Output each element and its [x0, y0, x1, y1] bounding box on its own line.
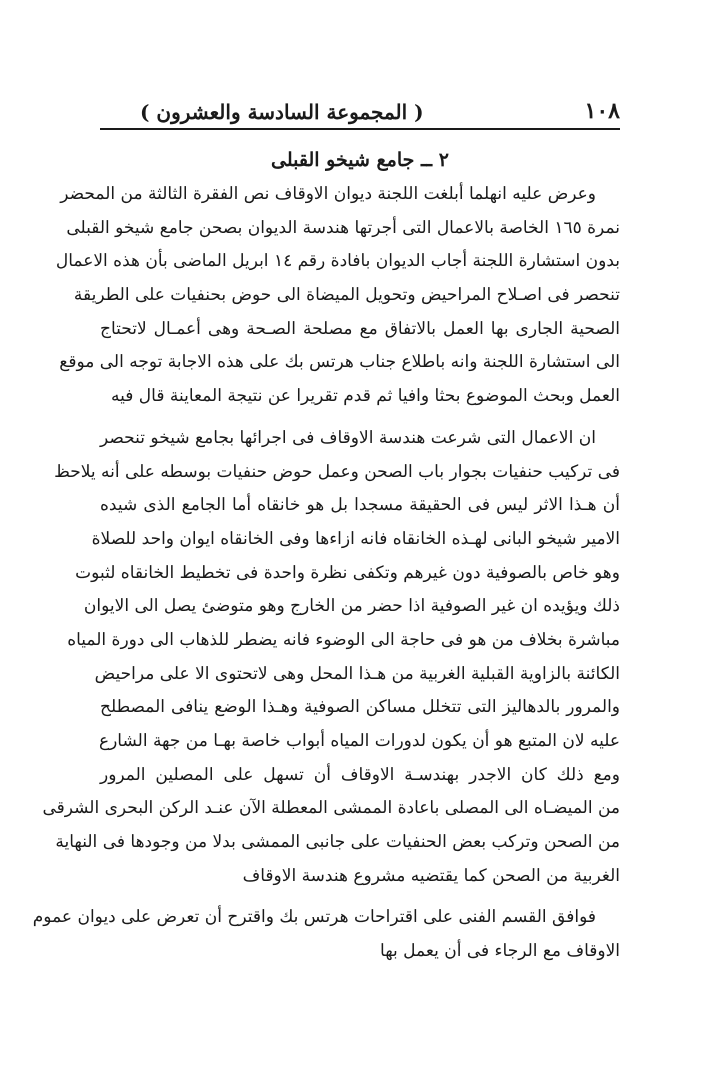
paragraph-1	[55, 178, 620, 414]
text-line: الامير شيخو البانى لهـذه الخانقاه فانه ازاءها وفى الخانقاه ايوان واحد للصلاة	[91, 528, 620, 549]
text-line: الكائنة بالزاوية القبلية الغربية من هـذا المحل وهى لاتحتوى الا على مراحيض	[94, 663, 620, 684]
text-line: العمل وبحث الموضوع بحثا وافيا ثم قدم تقريرا عن نتيجة المعاينة قال فيه	[111, 386, 620, 407]
text-line: الى استشارة اللجنة وانه باطلاع جناب هرتس بك على هذه الاجابة توجه الى موقع	[59, 352, 620, 373]
text-line: نمرة ١٦٥ الخاصة بالاعمال التى أجرتها هندسة الديوان بصحن جامع شيخو القبلى	[66, 217, 620, 238]
text-line: ذلك ويؤيده ان غير الصوفية اذا حضر من الخارج وهو متوضئ يصل الى الايوان	[83, 596, 620, 617]
running-title: ( المجموعة السادسة والعشرون )	[140, 100, 424, 124]
text-line: الاوقاف مع الرجاء فى أن يعمل بها	[380, 941, 620, 962]
paragraph-2	[42, 422, 620, 894]
text-line: بدون استشارة اللجنة أجاب الديوان بافادة رقم ١٤ ابريل الماضى بأن هذه الاعمال	[55, 251, 620, 272]
paragraph-3	[32, 901, 620, 968]
text-line: من الميضـاه الى المصلى باعادة الممشى المعطلة الآن عنـد الركن البحرى الشرقى	[42, 798, 620, 819]
text-line: فوافق القسم الفنى على اقتراحات هرتس بك واقترح أن تعرض على ديوان عموم	[32, 907, 596, 928]
text-line: والمرور بالدهاليز التى تتخلل مساكن الصوفية وهـذا الوضع ينافى المصطلح	[100, 697, 620, 718]
page-header	[100, 88, 620, 124]
text-line: من الصحن وتركب بعض الحنفيات على جانبى الممشى بدلا من وجودها فى النهاية	[55, 832, 620, 853]
text-line: ومع ذلك كان الاجدر بهندسـة الاوقاف أن تسهل على المصلين المرور	[100, 764, 620, 785]
text-line: تنحصر فى اصـلاح المراحيض وتحويل الميضاة الى حوض بحنفيات على الطريقة	[73, 285, 620, 306]
text-line: عليه لان المتبع هو أن يكون لدورات المياه أبواب خاصة بهـا من جهة الشارع	[98, 731, 620, 751]
body-text	[32, 142, 620, 969]
page-number: ١٠٨	[584, 98, 620, 124]
text-line: الغربية من الصحن كما يقتضيه مشروع هندسة الاوقاف	[242, 865, 620, 886]
text-line: أن هـذا الاثر ليس فى الحقيقة مسجدا بل هو خانقاه أما الجامع الذى شيده	[100, 495, 620, 516]
section-title: ٢ ــ جامع شيخو القبلى	[271, 149, 449, 171]
header-rule	[100, 128, 620, 130]
text-line: وعرض عليه انهلما أبلغت اللجنة ديوان الاوقاف نص الفقرة الثالثة من المحضر	[60, 184, 596, 204]
text-line: فى تركيب حنفيات بجوار باب الصحن وعمل حوض حنفيات بوسطه على أنه يلاحظ	[54, 461, 620, 482]
text-line: ان الاعمال التى شرعت هندسة الاوقاف فى اجرائها بجامع شيخو تنحصر	[100, 427, 596, 448]
text-line: الصحية الجارى بها العمل بالاتفاق مع مصلحة الصـحة وهى أعمـال لاتحتاج	[100, 318, 620, 339]
text-line: وهو خاص بالصوفية دون غيرهم وتكفى نظرة واحدة فى تخطيط الخانقاه لثبوت	[75, 562, 620, 583]
text-line: مباشرة بخلاف من هو فى حاجة الى الوضوء فانه يضطر للذهاب الى دورة المياه	[67, 629, 620, 650]
